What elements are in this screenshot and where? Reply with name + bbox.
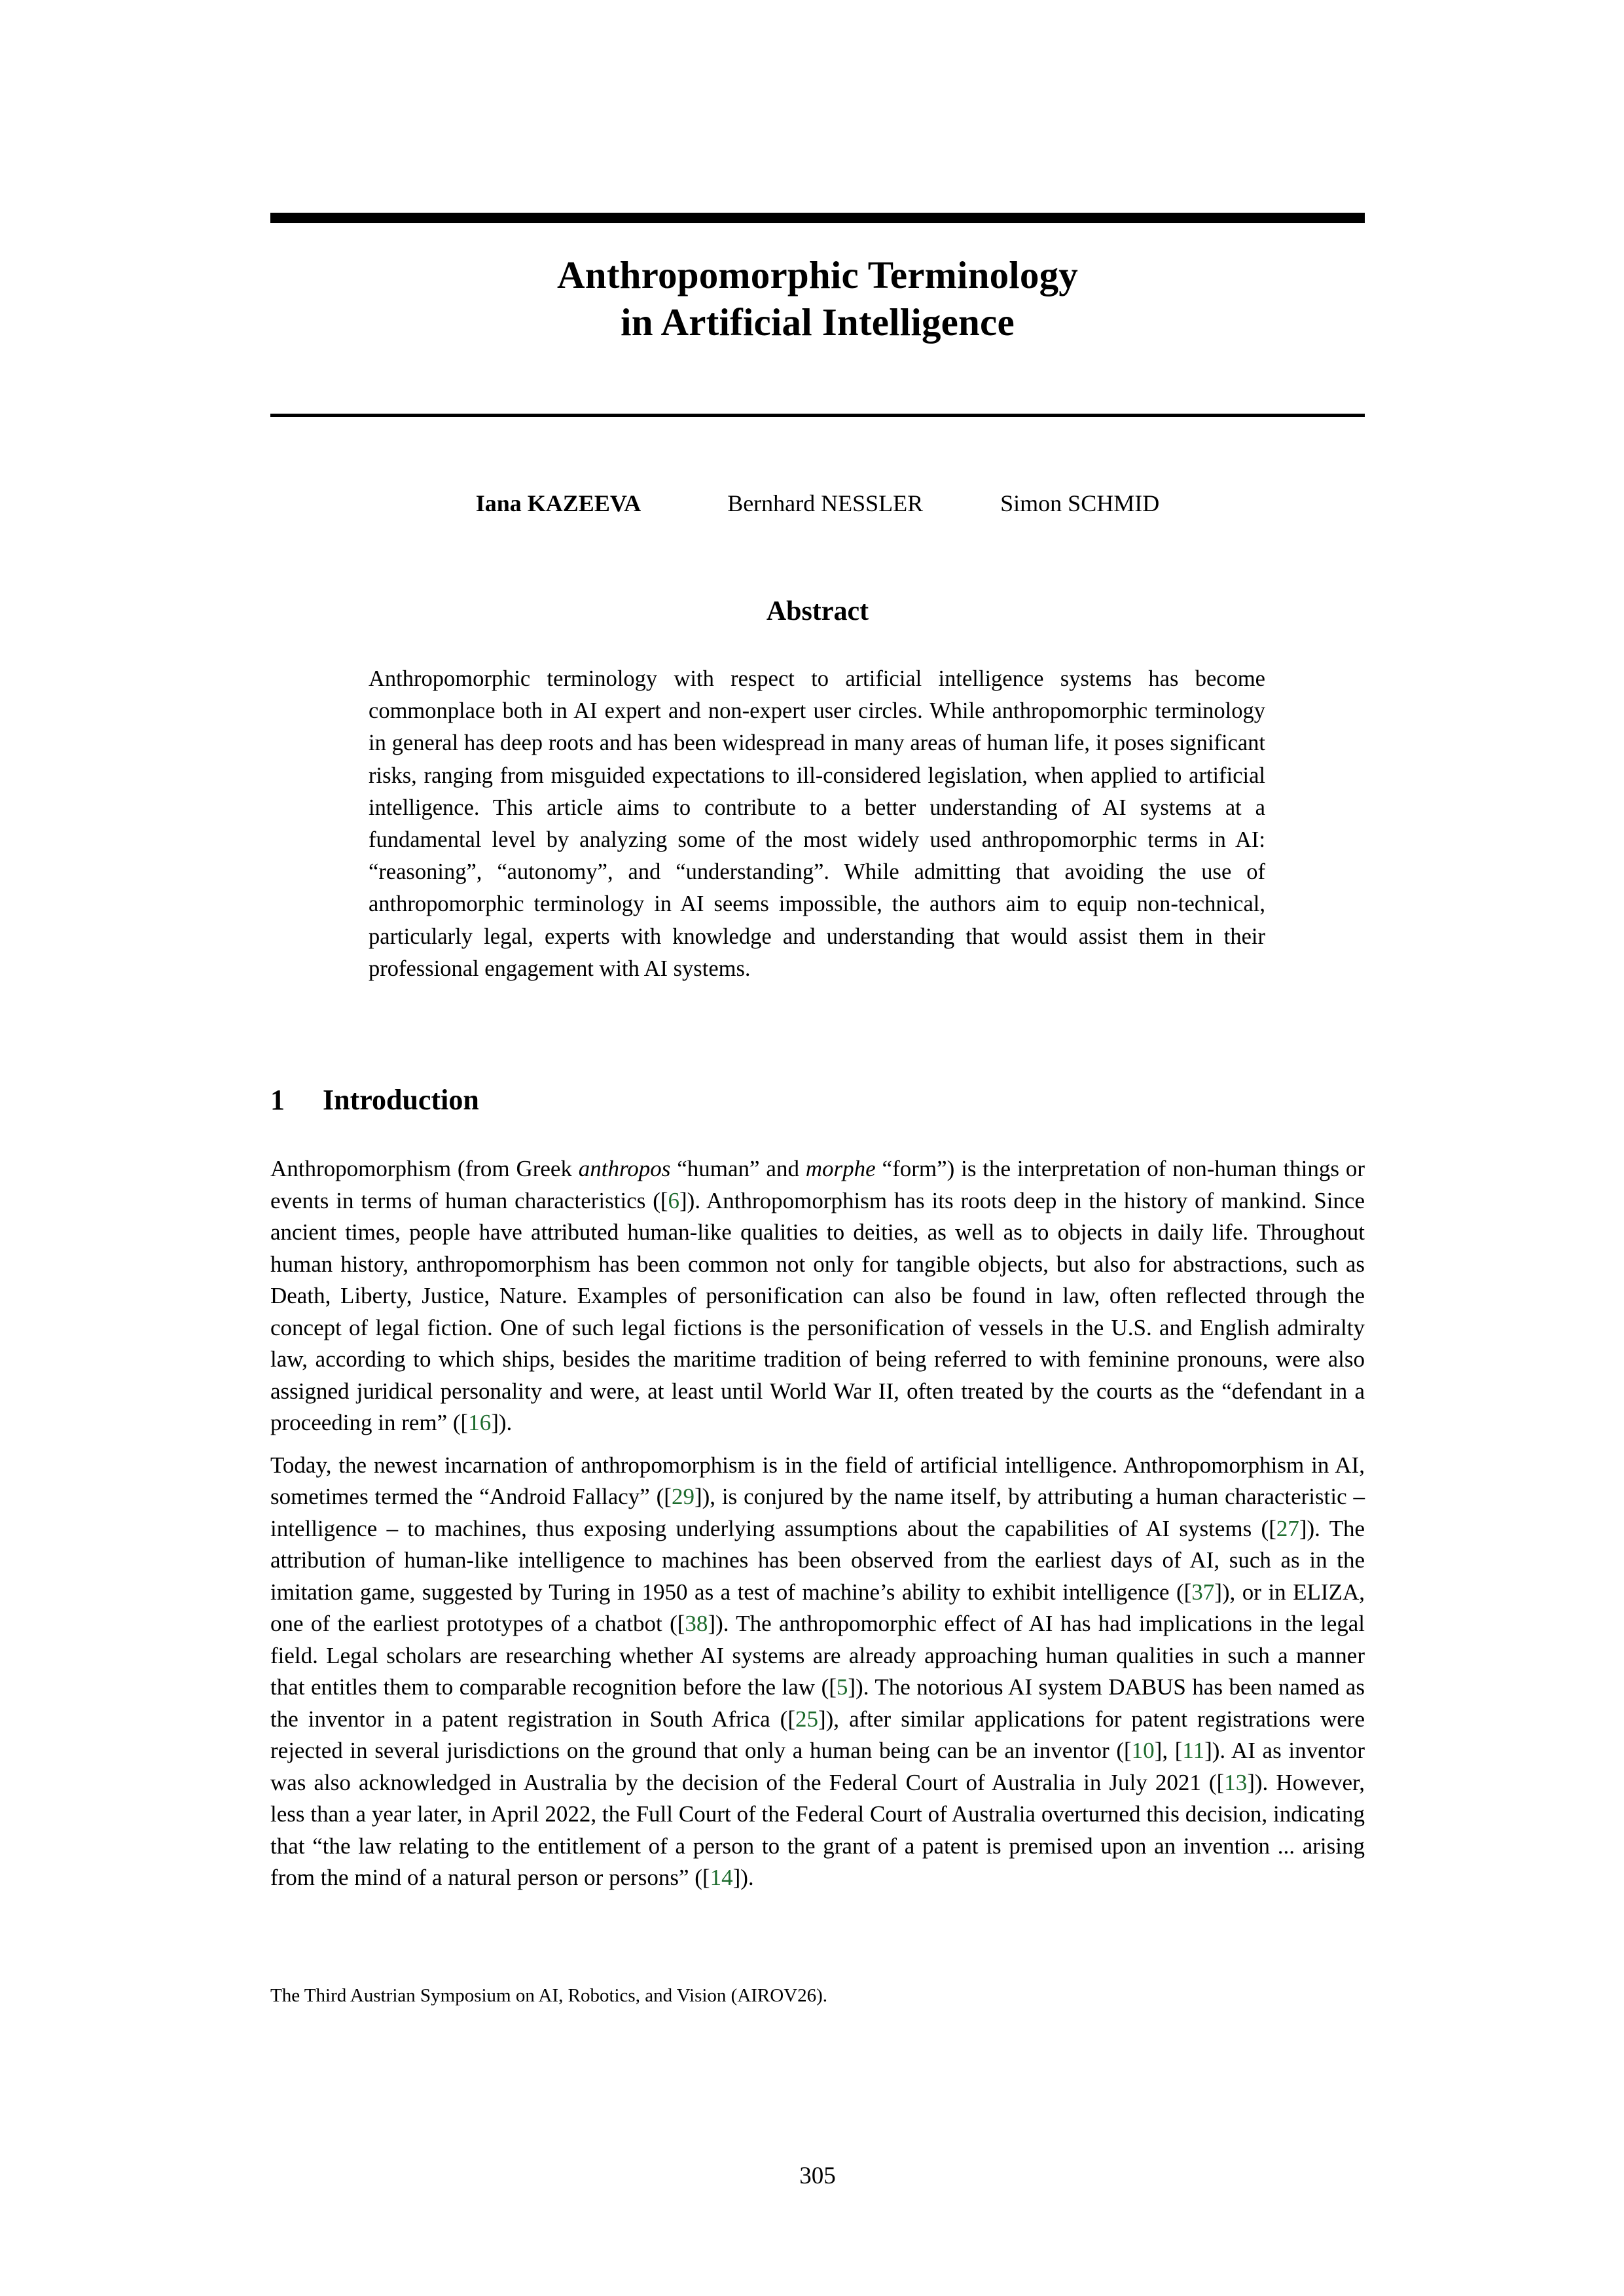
section-heading-introduction: [270, 1083, 1365, 1117]
page-number: 305: [799, 2162, 836, 2189]
title-line-2: in Artificial Intelligence: [621, 300, 1015, 344]
footnote-venue: The Third Austrian Symposium on AI, Robotics, and Vision (AIROV26).: [270, 1985, 828, 2006]
abstract-text: Anthropomorphic terminology with respect to artificial intelligence systems has become commonplace both in AI expert and non-expert user circles. While anthropomorphic terminology in general has deep roots and has been widespread in many areas of human life, it poses significant risks, ranging from misguided expectations to ill-considered legislation, when applied to artificial intelligence. This article aims to contribute to a better understanding of AI systems at a fundamental level by analyzing some of the most widely used anthropomorphic terms in AI: “reasoning”, “autonomy”, and “understanding”. While admitting that avoiding the use of anthropomorphic terminology in AI seems impossible, the authors aim to equip non-technical, particularly legal, experts with knowledge and understanding that would assist them in their professional engagement with AI systems.: [369, 666, 1265, 981]
abstract-heading: Abstract: [766, 596, 869, 626]
paragraph-intro-2: Today, the newest incarnation of anthropomorphism is in the field of artificial intelligence. Anthropomorphism in AI, sometimes termed the “Android Fallacy” ([29]), is conjured by the name itself, by attributing a human characteristic – intelligence – to machines, thus exposing underlying assumptions about the capabilities of AI systems ([27]). The attribution of human-like intelligence to machines has been observed from the earliest days of AI, such as in the imitation game, suggested by Turing in 1950 as a test of machine’s ability to exhibit intelligence ([37]), or in ELIZA, one of the earliest prototypes of a chatbot ([38]). The anthropomorphic effect of AI has had implications in the legal field. Legal scholars are researching whether AI systems are already approaching human qualities in such a manner that entitles them to comparable recognition before the law ([5]). The notorious AI system DABUS has been named as the inventor in a patent registration in South Africa ([25]), after similar applications for patent registrations were rejected in several jurisdictions on the ground that only a human being can be an inventor ([10], [11]). AI as inventor was also acknowledged in Australia by the decision of the Federal Court of Australia in July 2021 ([13]). However, less than a year later, in April 2022, the Full Court of the Federal Court of Australia overturned this decision, indicating that “the law relating to the entitlement of a person to the grant of a patent is premised upon an invention ... arising from the mind of a natural person or persons” ([14]).: [270, 1452, 1365, 1890]
paper-title: [270, 252, 1365, 346]
section-number: 1: [270, 1084, 285, 1116]
author-3: Simon SCHMID: [1000, 490, 1160, 516]
title-bottom-rule: [270, 414, 1365, 417]
section-title: Introduction: [323, 1084, 479, 1116]
author-1: Iana KAZEEVA: [475, 490, 641, 516]
introduction-body: [270, 1153, 1365, 1905]
paragraph-intro-1: Anthropomorphism (from Greek anthropos “human” and morphe “form”) is the interpretation of non-human things or events in terms of human characteristics ([6]). Anthropomorphism has its roots deep in the history of mankind. Since ancient times, people have attributed human-like qualities to deities, as well as to objects in daily life. Throughout human history, anthropomorphism has been common not only for tangible objects, but also for abstractions, such as Death, Liberty, Justice, Nature. Examples of personification can also be found in law, often reflected through the concept of legal fiction. One of such legal fictions is the personification of vessels in the U.S. and English admiralty law, according to which ships, besides the maritime tradition of being referred to with feminine pronouns, were also assigned juridical personality and were, at least until World War II, often treated by the courts as the “defendant in a proceeding in rem” ([16]).: [270, 1156, 1365, 1435]
title-top-rule: [270, 213, 1365, 223]
author-list: [270, 490, 1365, 517]
title-line-1: Anthropomorphic Terminology: [557, 253, 1078, 296]
author-2: Bernhard NESSLER: [727, 490, 924, 516]
